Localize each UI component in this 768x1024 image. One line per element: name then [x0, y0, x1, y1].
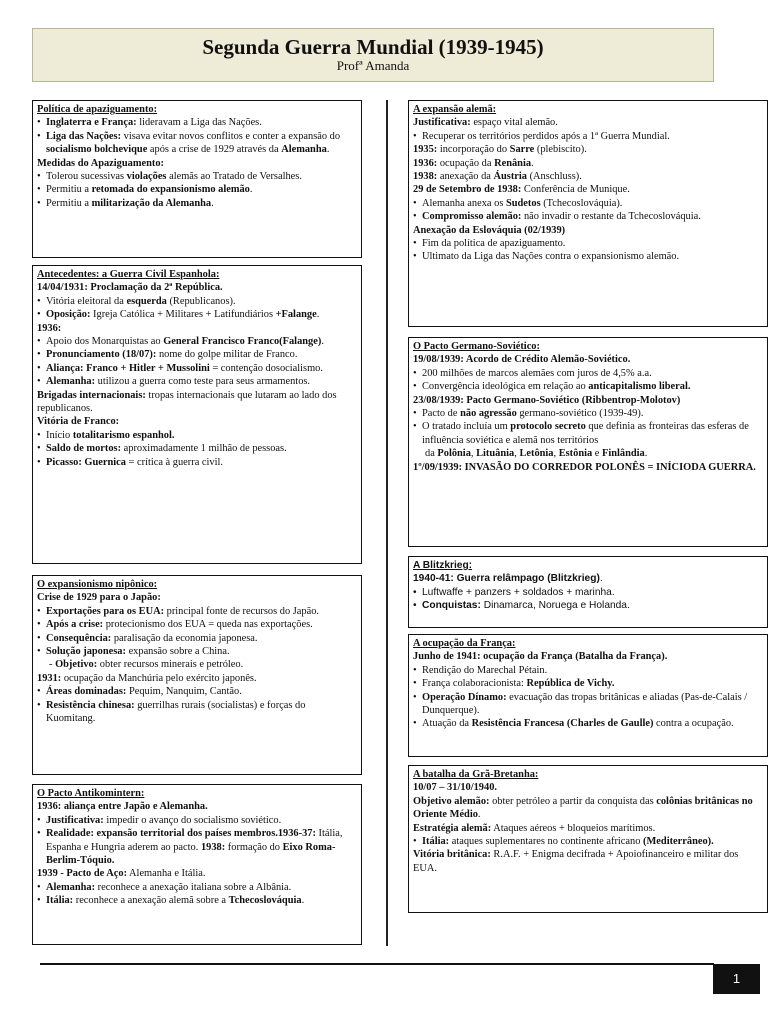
text-line: [37, 322, 356, 335]
bold-text: 1938:: [200, 841, 226, 853]
bullet-item: [413, 197, 762, 210]
bullet-item: [37, 699, 356, 726]
bold-text: retomada do expansionismo alemão: [91, 184, 250, 196]
bold-text: Sarre: [509, 144, 535, 156]
bold-text: Saldo de mortos:: [46, 443, 122, 455]
text-line: [37, 157, 356, 170]
text: visava evitar novos conflitos e conter a expansão do: [121, 130, 341, 142]
text: Ataques aéreos + bloqueios marítimos.: [491, 822, 656, 834]
bold-text: 1935:: [413, 144, 438, 156]
bold-text: anticapitalismo liberal.: [588, 381, 691, 393]
bold-text: Alemanha:: [46, 881, 96, 893]
text: alemãs ao Tratado de Versalhes.: [166, 171, 302, 183]
text: espaço vital alemão.: [470, 117, 558, 129]
text: principal fonte de recursos do Japão.: [164, 605, 319, 617]
bullet-item: [37, 456, 356, 469]
bold-text: Itália:: [46, 895, 74, 907]
text: (Republicanos).: [166, 295, 236, 307]
text-line: [37, 800, 356, 813]
bold-text: 1940-41: Guerra relâmpago (Blitzkrieg): [413, 573, 600, 585]
bullet-item: [37, 685, 356, 698]
text-line: [37, 867, 356, 880]
bold-text: Inglaterra e França:: [46, 117, 137, 129]
bold-text: Conquistas:: [422, 600, 481, 612]
bold-text: Anexação da Eslováquia (02/1939): [413, 224, 566, 236]
text: Recuperar os territórios perdidos após a 1ª Guerra Mundial.: [422, 130, 670, 142]
bold-text: 1931:: [37, 672, 62, 684]
bullet-item: [37, 894, 356, 907]
footer-rule: [40, 963, 714, 965]
bullet-item: [37, 827, 356, 867]
bold-text: 1938:: [413, 171, 438, 183]
bullet-item: [37, 632, 356, 645]
section-title: O expansionismo nipônico:: [37, 579, 158, 590]
box-expansionismo-niponico: [32, 575, 362, 775]
text: utilizou a guerra como teste para seus armamentos.: [95, 376, 311, 388]
text: Pequim, Nanquim, Cantão.: [126, 686, 242, 698]
bold-text: Resistência chinesa:: [46, 699, 135, 711]
box-pacto-antikomintern: [32, 784, 362, 945]
text: .: [531, 157, 534, 169]
sub-item: [413, 447, 762, 460]
text: França colaboracionista:: [422, 678, 527, 690]
text: Rendição do Marechal Pétain.: [422, 664, 548, 676]
text: Tolerou sucessivas: [46, 171, 127, 183]
sub-item: [37, 658, 356, 671]
bold-text: protocolo secreto: [510, 421, 586, 433]
text: .: [326, 144, 330, 156]
bullet-item: [37, 116, 356, 129]
bullet-item: [37, 170, 356, 183]
text: nome do golpe militar de Franco.: [156, 349, 298, 361]
section-title: O Pacto Germano-Soviético:: [413, 341, 540, 352]
text: Vitória eleitoral da: [46, 295, 127, 307]
bold-text: Oposição:: [46, 309, 91, 321]
bold-text: Exportações para os EUA:: [46, 605, 165, 617]
section-title: Política de apaziguamento:: [37, 104, 158, 115]
box-ocupacao-franca: [408, 634, 768, 757]
bullet-item: [37, 618, 356, 631]
bold-text: 1936:: [413, 157, 438, 169]
bold-text: República de Vichy.: [526, 678, 615, 690]
text: Convergência ideológica em relação ao: [422, 381, 589, 393]
bold-text: colônias britânicas no Oriente Médio: [413, 795, 753, 821]
text: Luftwaffe + panzers + soldados + marinha.: [422, 586, 615, 598]
bullet-item: [413, 586, 762, 599]
text: evacuação das tropas britânicas e aliadas (Pas-de-Calais / Dunquerque).: [422, 691, 748, 717]
text-line: [37, 389, 356, 416]
bold-text: Tchecoslováquia: [228, 895, 302, 907]
box-guerra-civil: [32, 265, 362, 564]
column-divider: [386, 100, 388, 946]
text: .: [249, 184, 253, 196]
bold-text: Renânia: [494, 157, 532, 169]
bold-text: 19/08/1939: Acordo de Crédito Alemão-Soviético.: [413, 354, 631, 366]
bullet-item: [37, 130, 356, 157]
text: aproximadamente 1 milhão de pessoas.: [121, 443, 287, 455]
bullet-item: [413, 237, 762, 250]
text-line: [37, 415, 356, 428]
text: .: [599, 573, 603, 585]
bold-text: Compromisso alemão:: [422, 211, 522, 223]
text: .: [321, 336, 324, 348]
section-title: Antecedentes: a Guerra Civil Espanhola:: [37, 269, 220, 280]
bold-text: Alemanha: [281, 144, 327, 156]
bullet-item: [37, 814, 356, 827]
bullet-item: [413, 130, 762, 143]
box-pacto-germano-sovietico: [408, 337, 768, 547]
text: Itália, Espanha e Hungria aderem ao pacto.: [46, 828, 343, 853]
bold-text: 10/07 – 31/10/1940.: [413, 782, 497, 794]
text: Início: [46, 429, 73, 441]
text: impedir o avanço do socialismo soviético.: [103, 814, 282, 826]
text: ataques suplementares no continente africano: [449, 836, 644, 848]
bullet-item: [413, 420, 762, 447]
text-line: [413, 170, 762, 183]
text-line: [413, 157, 762, 170]
text: Permitiu a: [46, 197, 92, 209]
bold-text: Operação Dínamo:: [422, 691, 507, 703]
text-line: [37, 281, 356, 294]
bullet-item: [37, 183, 356, 196]
bullet-item: [37, 348, 356, 361]
text-line: [37, 672, 356, 685]
text: reconhece a anexação italiana sobre a Albânia.: [95, 881, 292, 893]
text-line: [413, 116, 762, 129]
text: Alemanha e Itália.: [127, 868, 206, 880]
bold-text: Polônia: [437, 448, 471, 460]
bold-text: Objetivo alemão:: [413, 795, 490, 807]
text: contra a ocupação.: [653, 718, 734, 730]
bullet-item: [37, 295, 356, 308]
box-apaziguamento: [32, 100, 362, 258]
text-line: [413, 848, 762, 875]
bold-text: Junho de 1941: ocupação da França (Batalha da França).: [413, 651, 668, 663]
bold-text: militarização da Alemanha: [91, 197, 212, 209]
page-number: 1: [713, 964, 760, 994]
text-line: [413, 822, 762, 835]
bold-text: Picasso: Guernica: [46, 456, 126, 468]
text-line: [413, 461, 762, 474]
page-header: [32, 28, 714, 82]
bold-text: 1939 - Pacto de Aço:: [37, 868, 128, 880]
text: R.A.F. + Enigma decifrada + Apoiofinanceiro e militar dos EUA.: [413, 849, 739, 874]
bullet-item: [413, 250, 762, 263]
box-batalha-gra-bretanha: [408, 765, 768, 913]
text-line: [37, 591, 356, 604]
bold-text: Estratégia alemã:: [413, 822, 492, 834]
text: após a crise de 1929 através da: [147, 144, 282, 156]
bold-text: violações: [126, 171, 167, 183]
bullet-item: [37, 375, 356, 388]
text: (Anschluss).: [526, 171, 582, 183]
text-line: [413, 224, 762, 237]
bullet-item: [413, 380, 762, 393]
bullet-item: [413, 835, 762, 848]
page-title: Segunda Guerra Mundial (1939-1945): [202, 35, 544, 59]
text-line: [413, 183, 762, 196]
text-line: [413, 143, 762, 156]
bullet-item: [37, 605, 356, 618]
bullet-item: [413, 664, 762, 677]
bold-text: Justificativa:: [413, 117, 471, 129]
text: não invadir o restante da Tchecoslováquia.: [521, 211, 701, 223]
bold-text: Vitória de Franco:: [37, 416, 120, 428]
text: anexação da: [437, 171, 494, 183]
bold-text: 1936: aliança entre Japão e Alemanha.: [37, 801, 208, 813]
text: .: [301, 895, 305, 907]
bullet-item: [413, 677, 762, 690]
text: Permitiu a: [46, 184, 92, 196]
bold-text: Eixo Roma-Berlim-Tóquio.: [46, 841, 336, 867]
bold-text: Solução japonesa:: [46, 646, 126, 658]
bold-text: 1936:: [37, 322, 62, 334]
bold-text: Medidas do Apaziguamento:: [37, 157, 165, 169]
section-title: A expansão alemã:: [413, 104, 497, 115]
bullet-item: [413, 717, 762, 730]
text: O tratado incluía um: [422, 421, 511, 433]
text: incorporação do: [437, 144, 510, 156]
text: ocupação da Manchúria pelo exército japonês.: [61, 672, 257, 684]
bold-text: +Falange: [275, 309, 317, 321]
bold-text: Finlândia: [602, 448, 645, 460]
bold-text: Itália:: [422, 836, 450, 848]
bold-text: Realidade: expansão territorial dos países membros.1936-37:: [46, 828, 316, 840]
bullet-item: [413, 367, 762, 380]
bullet-item: [37, 645, 356, 658]
text: Atuação da: [422, 718, 472, 730]
section-title: A ocupação da França:: [413, 638, 516, 649]
box-expansao-alema: [408, 100, 768, 327]
bold-text: Resistência Francesa (Charles de Gaulle): [471, 718, 654, 730]
bold-text: totalitarismo espanhol.: [72, 429, 175, 441]
text: reconhece a anexação alemã sobre a: [73, 895, 229, 907]
bullet-item: [37, 429, 356, 442]
text: paralisação da economia japonesa.: [111, 632, 258, 644]
bold-text: Letônia: [519, 448, 554, 460]
section-title: A batalha da Grã-Bretanha:: [413, 769, 539, 780]
text: ,: [514, 448, 520, 460]
bold-text: não agressão: [460, 408, 517, 420]
text: Apoio dos Monarquistas ao: [46, 336, 164, 348]
bold-text: socialismo bolchevique: [46, 144, 148, 156]
bold-text: Estônia: [558, 448, 593, 460]
text: (Tchecoslováquia).: [540, 197, 623, 209]
text: -: [49, 659, 56, 671]
text: ,: [470, 448, 477, 460]
text: obter petróleo a partir da conquista das: [489, 795, 657, 807]
bold-text: Após a crise:: [46, 619, 104, 631]
bold-text: 29 de Setembro de 1938:: [413, 184, 522, 196]
bold-text: Justificativa:: [46, 814, 104, 826]
text: Dinamarca, Noruega e Holanda.: [480, 600, 630, 612]
text: protecionismo dos EUA = queda nas exportações.: [103, 619, 313, 631]
bold-text: 14/04/1931: Proclamação da 2ª República.: [37, 282, 223, 294]
text-line: [413, 795, 762, 822]
bullet-item: [413, 691, 762, 718]
text: germano-soviético (1939-49).: [516, 408, 644, 420]
text: .: [316, 309, 320, 321]
bold-text: Lituânia: [476, 448, 515, 460]
text: guerrilhas rurais (socialistas) e forças do Kuomitang.: [46, 699, 306, 725]
bold-text: Crise de 1929 para o Japão:: [37, 592, 161, 604]
bold-text: Sudetos: [505, 197, 541, 209]
text-line: [413, 650, 762, 663]
text: = crítica à guerra civil.: [125, 456, 223, 468]
bold-text: Objetivo:: [55, 659, 98, 671]
text: .: [644, 448, 648, 460]
bold-text: esquerda: [126, 295, 167, 307]
text: Conferência de Munique.: [521, 184, 630, 196]
bullet-item: [37, 362, 356, 375]
bold-text: Brigadas internacionais:: [37, 389, 146, 401]
bold-text: Liga das Nações:: [46, 130, 122, 142]
text-line: [413, 781, 762, 794]
text: obter recursos minerais e petróleo.: [97, 659, 244, 671]
text: ,: [553, 448, 559, 460]
bold-text: Consequência:: [46, 632, 112, 644]
text: .: [211, 197, 214, 209]
text: que definia as fronteiras das esferas de influência soviética e alemã nos territórios: [422, 421, 749, 446]
bold-text: 1º/09/1939: INVASÃO DO CORREDOR POLONÊS = INÍCIODA GUERRA.: [413, 461, 756, 473]
text: lideravam a Liga das Nações.: [136, 117, 262, 129]
text: e: [592, 448, 603, 460]
bold-text: Aliança: Franco + Hitler + Mussolini: [46, 362, 210, 374]
bullet-item: [37, 197, 356, 210]
text-line: [413, 394, 762, 407]
bold-text: 23/08/1939: Pacto Germano-Soviético (Ribbentrop-Molotov): [413, 394, 681, 406]
text: Fim da política de apaziguamento.: [422, 238, 566, 250]
text: ocupação da: [437, 157, 495, 169]
text: .: [477, 809, 481, 821]
bullet-item: [37, 335, 356, 348]
text: expansão sobre a China.: [125, 646, 230, 658]
text: Igreja Católica + Militares + Latifundiários: [90, 309, 276, 321]
text: 200 milhões de marcos alemães com juros de 4,5% a.a.: [422, 367, 652, 379]
bullet-item: [37, 308, 356, 321]
text: = contenção dosocialismo.: [209, 362, 323, 374]
bullet-item: [413, 599, 762, 612]
page-subtitle: Profª Amanda: [336, 58, 410, 73]
bold-text: Vitória britânica:: [413, 849, 491, 861]
text: (plebiscito).: [534, 144, 587, 156]
text: da: [425, 448, 438, 460]
bullet-item: [413, 210, 762, 223]
bold-text: Pronunciamento (18/07):: [46, 349, 157, 361]
bold-text: Áustria: [493, 171, 527, 183]
bold-text: Áreas dominadas:: [46, 686, 127, 698]
text: Pacto de: [422, 408, 461, 420]
text-line: [413, 353, 762, 366]
bold-text: (Mediterrâneo).: [643, 836, 714, 848]
text: Alemanha anexa os: [422, 197, 506, 209]
text: formação do: [225, 841, 283, 853]
section-title: O Pacto Antikomintern:: [37, 788, 145, 799]
box-blitzkrieg: [408, 556, 768, 628]
text: Ultimato da Liga das Nações contra o expansionismo alemão.: [422, 251, 680, 263]
section-title: A Blitzkrieg:: [413, 560, 473, 571]
bold-text: Alemanha:: [46, 376, 96, 388]
bullet-item: [37, 881, 356, 894]
text: tropas internacionais que lutaram ao lado dos republicanos.: [37, 389, 337, 415]
bold-text: General Francisco Franco(Falange): [163, 336, 322, 348]
text-line: [413, 572, 762, 585]
bullet-item: [37, 442, 356, 455]
bullet-item: [413, 407, 762, 420]
